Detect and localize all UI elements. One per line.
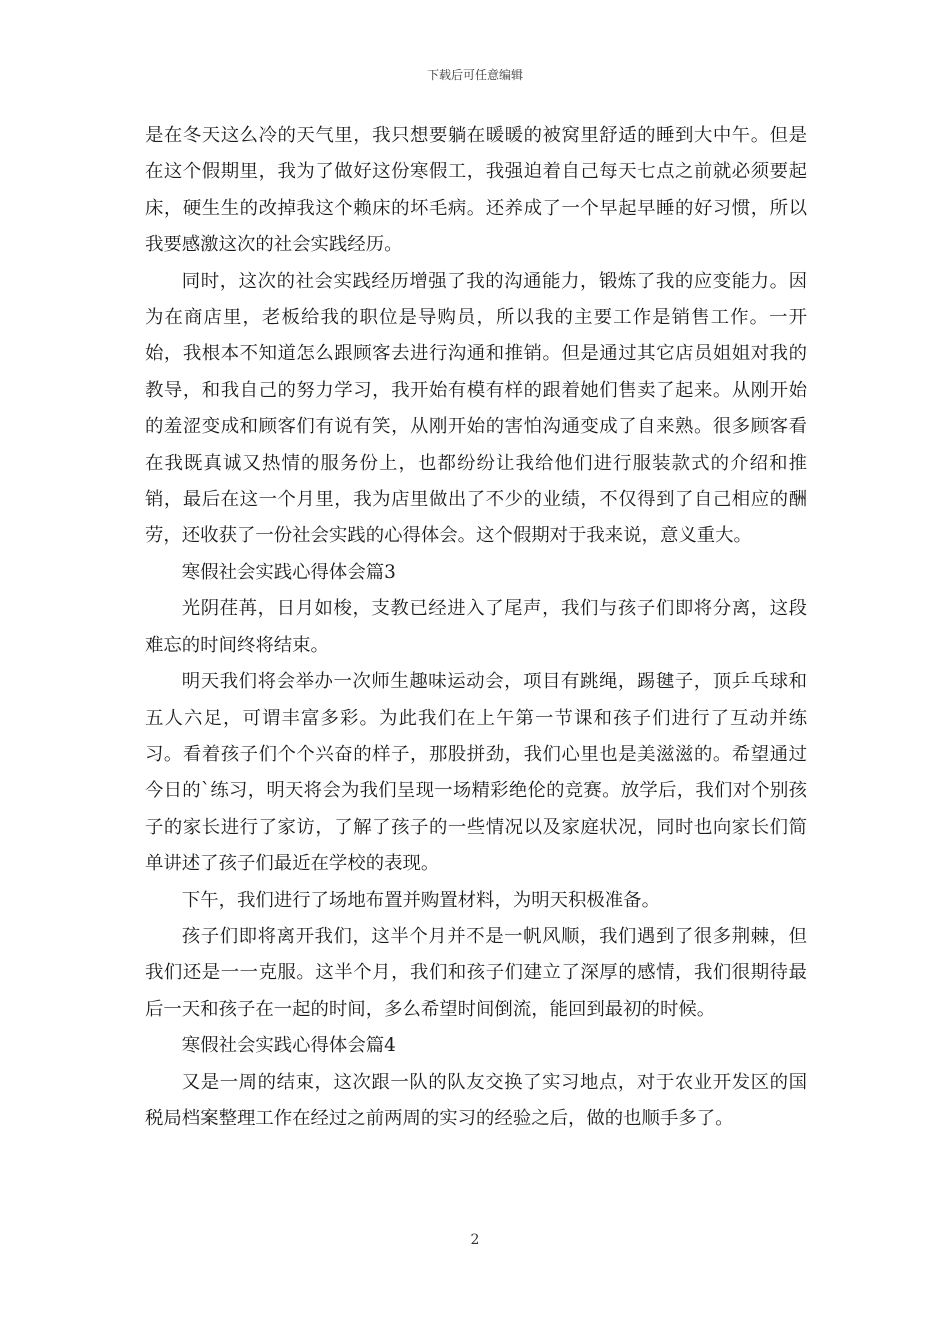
page-header: 下载后可任意编辑 — [426, 68, 523, 82]
section-heading: 寒假社会实践心得体会篇4 — [181, 1035, 396, 1057]
paragraph: 又是一周的结束，这次跟一队的队友交换了实习地点，对于农业开发区的国税局档案整理工作在经过之前两周的实习的经验之后，做的也顺手多了。 — [145, 1071, 807, 1129]
paragraph-continuation: 是在冬天这么冷的天气里，我只想要躺在暖暖的被窝里舒适的睡到大中午。但是在这个假期里，我为了做好这份寒假工，我强迫着自己每天七点之前就必须要起床，硬生生的改掉我这个赖床的坏毛病。还养成了一个早起早睡的好习惯，所以我要感激这次的社会实践经历。 — [145, 125, 807, 256]
page-number: 2 — [470, 1232, 480, 1248]
paragraph: 明天我们将会举办一次师生趣味运动会，项目有跳绳，踢毽子，顶乒乓球和五人六足，可谓丰富多彩。为此我们在上午第一节课和孩子们进行了互动并练习。看着孩子们个个兴奋的样子，那股拼劲，我们心里也是美滋滋的。希望通过今日的`练习，明天将会为我们呈现一场精彩绝伦的竞赛。放学后，我们对个别孩子的家长进行了家访，了解了孩子的一些情况以及家庭状况，同时也向家长们简单讲述了孩子们最近在学校的表现。 — [145, 671, 807, 875]
document-body — [145, 118, 807, 1137]
paragraph: 同时，这次的社会实践经历增强了我的沟通能力，锻炼了我的应变能力。因为在商店里，老板给我的职位是导购员，所以我的主要工作是销售工作。一开始，我根本不知道怎么跟顾客去进行沟通和推销。但是通过其它店员姐姐对我的教导，和我自己的努力学习，我开始有模有样的跟着她们售卖了起来。从刚开始的羞涩变成和顾客们有说有笑，从刚开始的害怕沟通变成了自来熟。很多顾客看在我既真诚又热情的服务份上，也都纷纷让我给他们进行服装款式的介绍和推销，最后在这一个月里，我为店里做出了不少的业绩，不仅得到了自己相应的酬劳，还收获了一份社会实践的心得体会。这个假期对于我来说，意义重大。 — [145, 270, 807, 547]
section-heading: 寒假社会实践心得体会篇3 — [181, 561, 396, 583]
paragraph: 光阴荏苒，日月如梭，支教已经进入了尾声，我们与孩子们即将分离，这段难忘的时间终将结束。 — [145, 598, 807, 656]
paragraph: 下午，我们进行了场地布置并购置材料，为明天积极准备。 — [181, 889, 660, 911]
paragraph: 孩子们即将离开我们，这半个月并不是一帆风顺，我们遇到了很多荆棘，但我们还是一一克服。这半个月，我们和孩子们建立了深厚的感情，我们很期待最后一天和孩子在一起的时间，多么希望时间倒流，能回到最初的时候。 — [145, 925, 807, 1020]
